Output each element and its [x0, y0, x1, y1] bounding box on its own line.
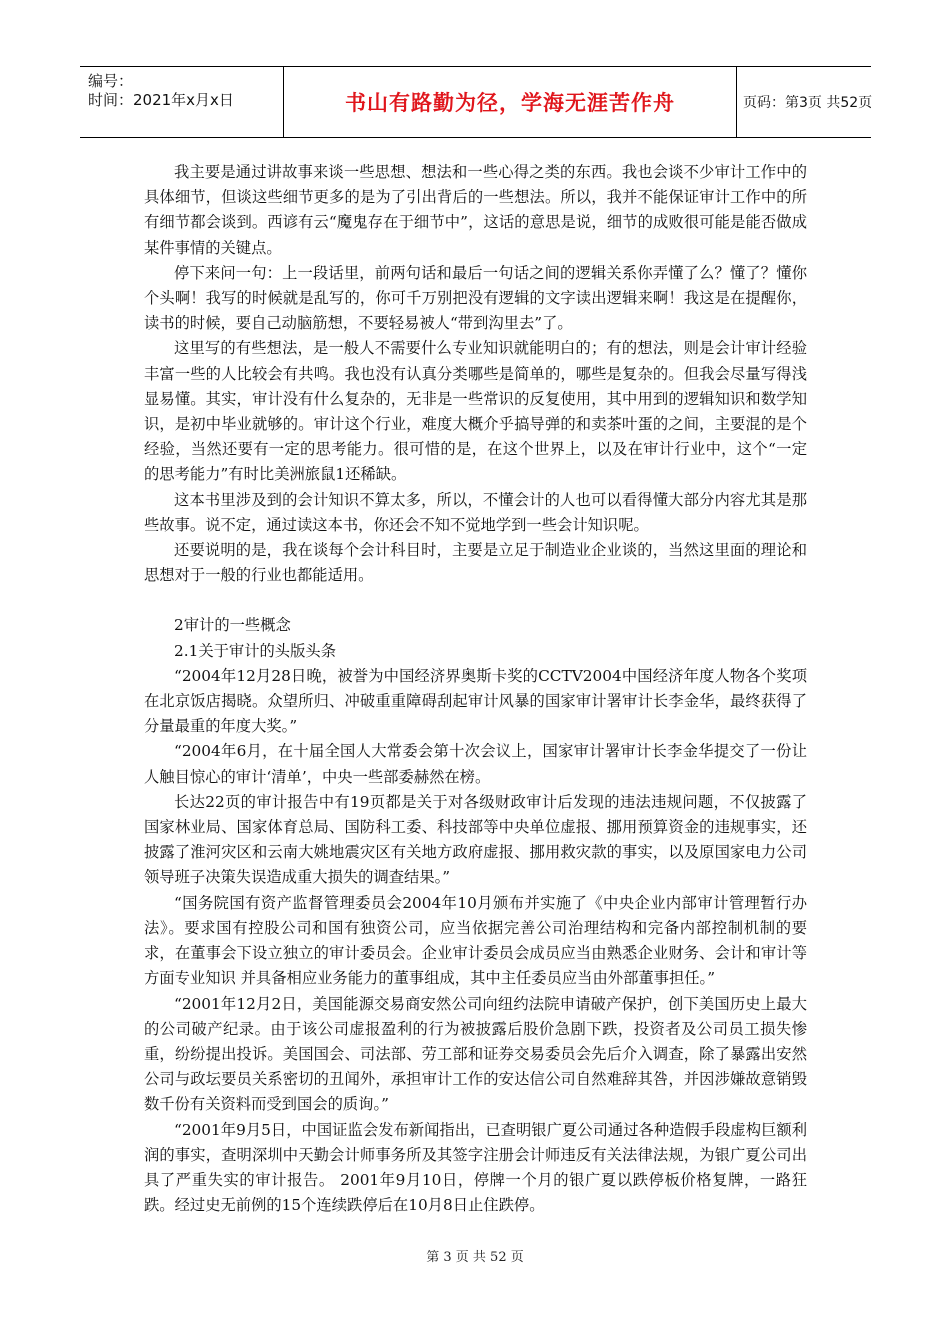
paragraph: “国务院国有资产监督管理委员会2004年10月颁布并实施了《中央企业内部审计管理暂行办法》。要求国有控股公司和国有独资公司，应当依据完善公司治理结构和完备内部控制机制的要求，在董事会下设立独立的审计委员会。企业审计委员会成员应当由熟悉企业财务、会计和审计等方面专业知识 并具备相应业务能力的董事组成，其中主任委员应当由外部董事担任。”	[144, 893, 807, 988]
page-header	[80, 66, 871, 138]
page-footer: 第 3 页 共 52 页	[426, 1250, 524, 1265]
paragraph: 这里写的有些想法，是一般人不需要什么专业知识就能明白的；有的想法，则是会计审计经验丰富一些的人比较会有共鸣。我也没有认真分类哪些是简单的，哪些是复杂的。但我会尽量写得浅显易懂。其实，审计没有什么复杂的，无非是一些常识的反复使用，其中用到的逻辑知识和数学知识，是初中毕业就够的。审计这个行业，难度大概介乎搞导弹的和卖茶叶蛋的之间，主要混的是个经验，当然还要有一定的思考能力。很可惜的是，在这个世界上，以及在审计行业中，这个“一定的思考能力”有时比美洲旅鼠1还稀缺。	[144, 339, 807, 484]
paragraph: 长达22页的审计报告中有19页都是关于对各级财政审计后发现的违法违规问题，不仅披露了国家林业局、国家体育总局、国防科工委、科技部等中央单位虚报、挪用预算资金的违规事实，还披露了淮河灾区和云南大姚地震灾区有关地方政府虚报、挪用救灾款的事实，以及原国家电力公司领导班子决策失误造成重大损失的调查结果。”	[144, 792, 807, 887]
header-motto-cell	[283, 67, 737, 137]
paragraph: “2004年6月，在十届全国人大常委会第十次会议上，国家审计署审计长李金华提交了一份让人触目惊心的审计‘清单’，中央一些部委赫然在榜。	[144, 742, 807, 786]
paragraph: “2001年12月2日，美国能源交易商安然公司向纽约法院申请破产保护，创下美国历史上最大的公司破产纪录。由于该公司虚报盈利的行为被披露后股价急剧下跌，投资者及公司员工损失惨重，纷纷提出投诉。美国国会、司法部、劳工部和证券交易委员会先后介入调查，除了暴露出安然公司与政坛要员关系密切的丑闻外，承担审计工作的安达信公司自然难辞其咎，并因涉嫌故意销毁数千份有关资料而受到国会的质询。”	[144, 994, 807, 1114]
page-label: 页码：第3页 共52页	[743, 95, 873, 111]
header-motto: 书山有路勤为径，学海无涯苦作舟	[345, 91, 675, 115]
number-label: 编号：	[88, 72, 134, 90]
time-label: 时间：2021年x月x日	[88, 91, 234, 109]
spacer	[144, 588, 807, 613]
paragraph: 这本书里涉及到的会计知识不算太多，所以，不懂会计的人也可以看得懂大部分内容尤其是那些故事。说不定，通过读这本书，你还会不知不觉地学到一些会计知识呢。	[144, 490, 807, 534]
document-body	[144, 160, 807, 1218]
subsection-title: 2.1关于审计的头版头条	[174, 641, 336, 660]
paragraph: 我主要是通过讲故事来谈一些思想、想法和一些心得之类的东西。我也会谈不少审计工作中的具体细节，但谈这些细节更多的是为了引出背后的一些想法。所以，我并不能保证审计工作中的所有细节都会谈到。西谚有云“魔鬼存在于细节中”，这话的意思是说，细节的成败很可能是能否做成某件事情的关键点。	[144, 163, 807, 257]
paragraph: 停下来问一句：上一段话里，前两句话和最后一句话之间的逻辑关系你弄懂了么？懂了？懂你个头啊！我写的时候就是乱写的，你可千万别把没有逻辑的文字读出逻辑来啊！我这是在提醒你，读书的时候，要自己动脑筋想，不要轻易被人“带到沟里去”了。	[144, 263, 807, 333]
header-meta	[80, 67, 283, 137]
paragraph: “2004年12月28日晚，被誉为中国经济界奥斯卡奖的CCTV2004中国经济年度人物各个奖项在北京饭店揭晓。众望所归、冲破重重障碍刮起审计风暴的国家审计署审计长李金华，最终获得了分量最重的年度大奖。”	[144, 666, 807, 736]
paragraph: “2001年9月5日，中国证监会发布新闻指出，已查明银广夏公司通过各种造假手段虚构巨额利润的事实，查明深圳中天勤会计师事务所及其签字注册会计师违反有关法律法规，为银广夏公司出具了严重失实的审计报告。 2001年9月10日，停牌一个月的银广夏以跌停板价格复牌，一路狂跌。经过史无前例的15个连续跌停后在10月8日止住跌停。	[144, 1120, 807, 1215]
section-title: 2审计的一些概念	[174, 616, 291, 635]
paragraph: 还要说明的是，我在谈每个会计科目时，主要是立足于制造业企业谈的，当然这里面的理论和思想对于一般的行业也都能适用。	[144, 541, 807, 585]
